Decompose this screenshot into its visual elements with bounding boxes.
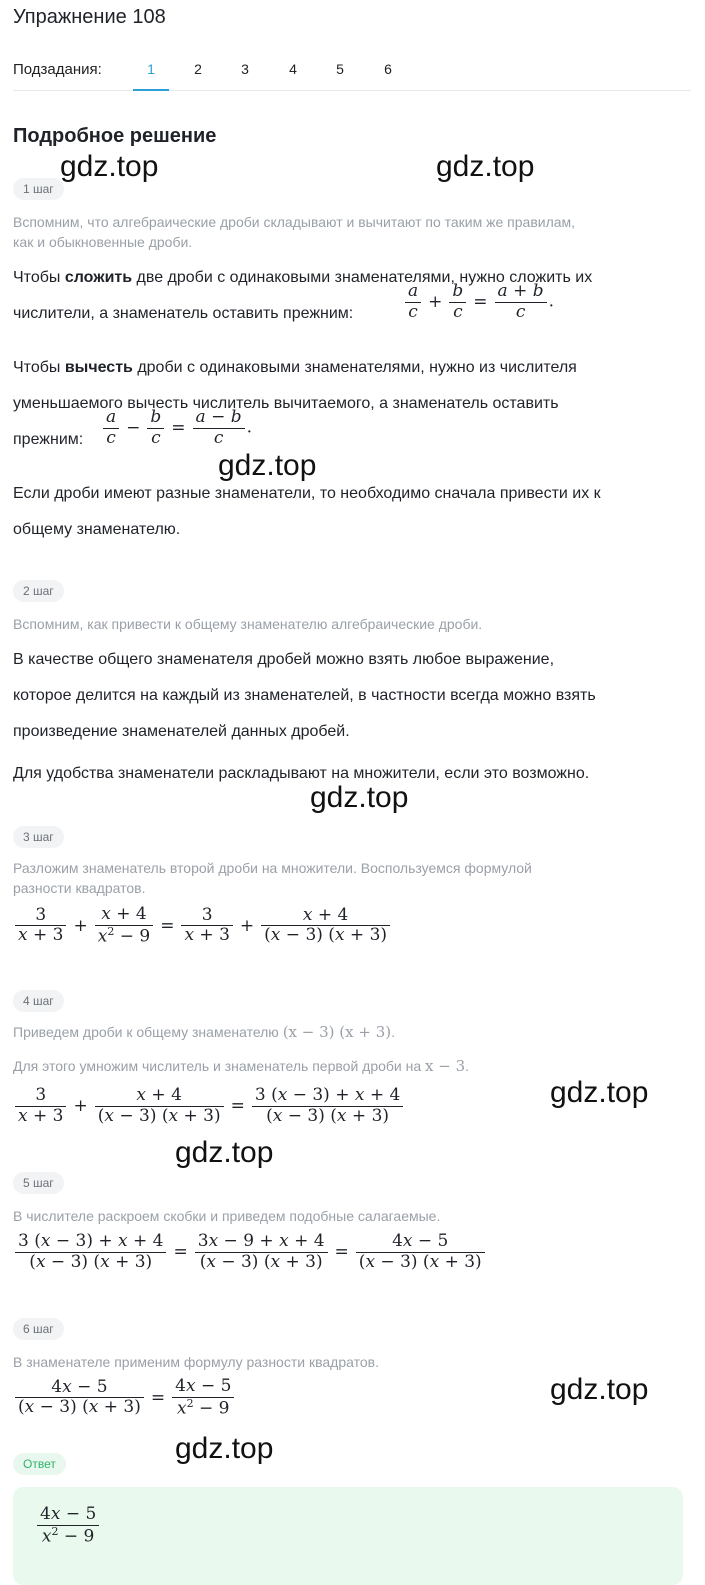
step-5-formula: $\frac{3 (x - 3) + x + 4}{(x - 3) (x + 3)}$ = $\frac{3x - 9 + x + 4}{(x - 3) (x + 3)}$ = $\frac{4x - 5}{(x - 3) (x + 3)}$ xyxy=(13,1232,487,1272)
step-3-hint xyxy=(13,858,693,898)
step-3-hint-line: Разложим знаменатель второй дроби на множители. Воспользуемся формулой xyxy=(13,860,532,876)
watermark: gdz.top xyxy=(436,150,535,183)
math-inline: x − 3 xyxy=(425,1057,466,1075)
bold-term: сложить xyxy=(64,269,133,286)
watermark: gdz.top xyxy=(175,1432,274,1465)
page-title: Упражнение 108 xyxy=(13,6,166,28)
tab-subtask-5[interactable]: 5 xyxy=(336,61,344,77)
text-line: общему знаменателю. xyxy=(13,521,181,538)
step-6-formula: $\frac{4x - 5}{(x - 3) (x + 3)}$ = $\frac{4x - 5}{x^2 - 9}$ xyxy=(13,1377,236,1419)
step-1-hint xyxy=(13,212,693,252)
answer-formula: $\frac{4x - 5}{x^2 - 9}$ xyxy=(35,1505,101,1547)
solution-heading: Подробное решение xyxy=(13,125,217,147)
step-4-hint-1: Приведем дроби к общему знаменателю (x − 3) (x + 3). xyxy=(13,1023,395,1041)
answer-box xyxy=(13,1487,683,1585)
watermark: gdz.top xyxy=(310,781,409,814)
step-5-badge: 5 шаг xyxy=(13,1172,64,1194)
step-6-hint: В знаменателе применим формулу разности квадратов. xyxy=(13,1354,379,1370)
text-fragment: Чтобы xyxy=(13,269,65,286)
watermark: gdz.top xyxy=(550,1076,649,1109)
text-line: уменьшаемого вычесть числитель вычитаемого, а знаменатель оставить xyxy=(13,395,559,412)
step-4-hint-2: Для этого умножим числитель и знаменатель первой дроби на x − 3. xyxy=(13,1057,470,1075)
subtasks-nav xyxy=(13,58,691,91)
step-1-hint-line: Вспомним, что алгебраические дроби складывают и вычитают по таким же правилам, xyxy=(13,214,576,230)
step-5-hint: В числителе раскроем скобки и приведем подобные салагаемые. xyxy=(13,1208,441,1224)
step-1-different-denominators xyxy=(13,476,693,548)
tab-subtask-3[interactable]: 3 xyxy=(241,61,249,77)
text-fragment: Приведем дроби к общему знаменателю xyxy=(13,1024,283,1040)
tab-subtask-4[interactable]: 4 xyxy=(289,61,297,77)
formula-subtract-same-denominator: $\frac{a}{c}$ − $\frac{b}{c}$ = $\frac{a - b}{c}$ . xyxy=(101,408,252,448)
step-2-hint: Вспомним, как привести к общему знаменателю алгебраические дроби. xyxy=(13,616,483,632)
step-6-badge: 6 шаг xyxy=(13,1318,64,1340)
text-line: В качестве общего знаменателя дробей можно взять любое выражение, xyxy=(13,651,555,668)
text-line: Если дроби имеют разные знаменатели, то необходимо сначала привести их к xyxy=(13,485,601,502)
step-4-badge: 4 шаг xyxy=(13,990,64,1012)
bold-term: вычесть xyxy=(64,359,133,376)
step-2-badge: 2 шаг xyxy=(13,580,64,602)
tab-subtask-1[interactable]: 1 xyxy=(133,61,169,89)
answer-badge: Ответ xyxy=(13,1453,66,1475)
text-fragment: дроби с одинаковыми знаменателями, нужно из числителя xyxy=(132,359,577,376)
math-inline: (x − 3) (x + 3) xyxy=(282,1023,392,1041)
watermark: gdz.top xyxy=(218,449,317,482)
watermark: gdz.top xyxy=(550,1373,649,1406)
text-fragment: Для этого умножим числитель и знаменатель первой дроби на xyxy=(13,1058,426,1074)
tab-subtask-2[interactable]: 2 xyxy=(194,61,202,77)
formula-add-same-denominator: $\frac{a}{c}$ + $\frac{b}{c}$ = $\frac{a + b}{c}$ . xyxy=(403,282,554,322)
step-1-subtract-rule xyxy=(13,350,693,466)
step-2-factoring-note: Для удобства знаменатели раскладывают на множители, если это возможно. xyxy=(13,765,590,782)
text-line: которое делится на каждый из знаменателей, в частности всегда можно взять xyxy=(13,687,596,704)
watermark: gdz.top xyxy=(60,150,159,183)
subtasks-label: Подзадания: xyxy=(13,61,102,78)
tab-subtask-6[interactable]: 6 xyxy=(384,61,392,77)
step-2-common-denominator xyxy=(13,642,693,750)
step-4-formula: $\frac{3}{x + 3}$ + $\frac{x + 4}{(x - 3) (x + 3)}$ = $\frac{3 (x - 3) + x + 4}{(x - 3) (x + 3)}$ xyxy=(13,1086,405,1126)
text-fragment: прежним: xyxy=(13,431,84,448)
text-fragment: две дроби с одинаковыми знаменателями, нужно сложить их xyxy=(132,269,593,286)
step-1-add-rule xyxy=(13,260,693,340)
step-3-formula: $\frac{3}{x + 3}$ + $\frac{x + 4}{x^2 - 9}$ = $\frac{3}{x + 3}$ + $\frac{x + 4}{(x - 3) (x + 3)}$ xyxy=(13,905,392,947)
step-3-hint-line: разности квадратов. xyxy=(13,880,146,896)
text-line: произведение знаменателей данных дробей. xyxy=(13,723,350,740)
text-fragment: Чтобы xyxy=(13,359,65,376)
step-3-badge: 3 шаг xyxy=(13,826,64,848)
text-fragment: числители, а знаменатель оставить прежним: xyxy=(13,305,354,322)
step-1-badge: 1 шаг xyxy=(13,178,64,200)
step-1-hint-line: как и обыкновенные дроби. xyxy=(13,234,193,250)
watermark: gdz.top xyxy=(175,1136,274,1169)
